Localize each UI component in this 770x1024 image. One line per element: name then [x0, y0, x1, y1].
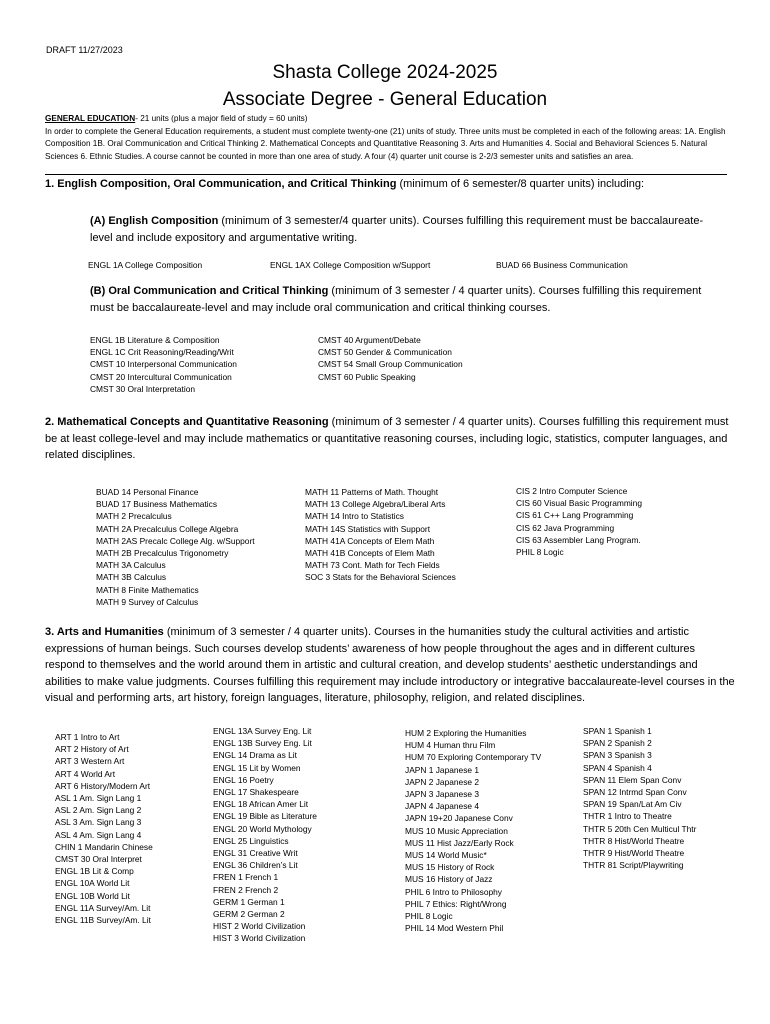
section-1-text: (minimum of 6 semester/8 quarter units) including: [396, 178, 645, 190]
course-item: ART 6 History/Modern Art [55, 780, 151, 791]
course-item: ASL 4 Am. Sign Lang 4 [55, 829, 142, 840]
section-1b-title: (B) Oral Communication and Critical Thinking [90, 285, 329, 297]
section-2-title: 2. Mathematical Concepts and Quantitative Reasoning [45, 416, 329, 428]
course-item: CMST 50 Gender & Communication [318, 347, 452, 358]
course-item: HUM 2 Exploring the Humanities [405, 728, 527, 738]
course-item: CMST 54 Small Group Communication [318, 359, 463, 370]
course-item: CIS 2 Intro Computer Science [516, 486, 628, 496]
section-1-heading [45, 176, 735, 193]
course-item: BUAD 14 Personal Finance [96, 487, 199, 497]
course-item: BUAD 17 Business Mathematics [96, 499, 218, 510]
course-item: ENGL 13A Survey Eng. Lit [213, 726, 312, 736]
course-item: ENGL 11A Survey/Am. Lit [55, 902, 151, 913]
course-item: ENGL 1AX College Composition w/Support [270, 260, 431, 270]
page-title: Shasta College 2024-2025 [272, 62, 498, 83]
course-item: HUM 4 Human thru Film [405, 740, 496, 751]
section-1b-column-1 [90, 334, 237, 395]
course-item: CMST 10 Interpersonal Communication [90, 359, 237, 370]
course-item: CHIN 1 Mandarin Chinese [55, 841, 153, 852]
course-item: THTR 8 Hist/World Theatre [583, 835, 685, 846]
course-item: CMST 30 Oral Interpretation [90, 383, 196, 394]
course-item: MUS 15 History of Rock [405, 862, 495, 873]
course-item: THTR 9 Hist/World Theatre [583, 848, 685, 859]
course-item: PHIL 6 Intro to Philosophy [405, 886, 502, 897]
course-item: GERM 2 German 2 [213, 909, 285, 920]
course-item: ENGL 31 Creative Writ [213, 848, 298, 859]
course-item: SPAN 2 Spanish 2 [583, 738, 652, 749]
course-item: CIS 63 Assembler Lang Program. [516, 534, 641, 545]
ge-units-text: - 21 units (plus a major field of study = 60 units) [135, 114, 308, 123]
section-2-text: (minimum of 3 semester / 4 quarter units). Courses fulfilling this requirement must be at least college-level and may include mathematics or quantitative reasoning courses, including logic, statistics, computer languages, and related disciplines. [45, 416, 729, 461]
course-item: THTR 81 Script/Playwriting [583, 860, 684, 871]
course-item: JAPN 2 Japanese 2 [405, 776, 480, 787]
section-2-heading [45, 414, 735, 464]
course-item: ASL 3 Am. Sign Lang 3 [55, 817, 142, 828]
course-item: MATH 2A Precalculus College Algebra [96, 523, 239, 534]
course-item: CIS 62 Java Programming [516, 522, 615, 533]
course-item: MATH 11 Patterns of Math. Thought [305, 487, 439, 497]
course-item: MATH 2 Precalculus [96, 511, 172, 522]
course-item: MUS 14 World Music* [405, 850, 487, 861]
course-item: FREN 1 French 1 [213, 872, 279, 883]
course-item: JAPN 4 Japanese 4 [405, 801, 480, 812]
section-1a-title: (A) English Composition [90, 215, 219, 227]
course-item: FREN 2 French 2 [213, 884, 279, 895]
section-2-column-3 [516, 485, 642, 558]
course-item: CMST 30 Oral Interpret [55, 854, 142, 865]
course-item: ENGL 14 Drama as Lit [213, 750, 297, 761]
course-item: MATH 9 Survey of Calculus [96, 596, 199, 607]
page-subtitle: Associate Degree - General Education [222, 89, 548, 110]
course-item: ART 1 Intro to Art [55, 732, 120, 742]
course-item: PHIL 8 Logic [516, 547, 564, 558]
course-item: CMST 40 Argument/Debate [318, 335, 421, 345]
divider-rule [45, 174, 727, 175]
course-item: ENGL 16 Poetry [213, 774, 274, 785]
course-item: ENGL 36 Children’s Lit [213, 860, 298, 871]
course-item: MATH 3B Calculus [96, 572, 167, 583]
course-item: MATH 41B Concepts of Elem Math [305, 548, 435, 559]
course-item: MATH 2AS Precalc College Alg. w/Support [96, 535, 255, 546]
course-item: ASL 2 Am. Sign Lang 2 [55, 805, 142, 816]
section-3-column-4 [583, 725, 696, 871]
course-item: JAPN 3 Japanese 3 [405, 789, 480, 800]
course-item: MUS 10 Music Appreciation [405, 825, 508, 836]
course-item: PHIL 7 Ethics: Right/Wrong [405, 898, 507, 909]
section-1b-text: (minimum of 3 semester / 4 quarter units). Courses fulfilling this requirement must be baccalaureate-level and may include oral communication and critical thinking courses. [90, 285, 702, 314]
section-2-column-2 [305, 486, 456, 584]
section-2-column-1 [96, 486, 255, 608]
course-item: ART 4 World Art [55, 768, 116, 779]
section-1a-column-3 [496, 259, 628, 271]
course-item: SPAN 1 Spanish 1 [583, 726, 652, 736]
section-3-text: (minimum of 3 semester / 4 quarter units). Courses in the humanities study the cultural activities and artistic expressions of human beings. Such courses develop students’ awareness of how people throughout the ages and in different cultures respond to themselves and the world around them in artistic and cultural creation, and develop students’ aesthetic understandings and abilities to make value judgments. Courses fulfilling this requirement may include introductory or integrative baccalaureate-level courses in the visual and performing arts, art history, foreign languages, literature, philosophy, religion, and related disciplines. [45, 626, 735, 704]
course-item: CMST 20 Intercultural Communication [90, 371, 232, 382]
course-item: ENGL 19 Bible as Literature [213, 811, 317, 822]
course-item: ENGL 10A World Lit [55, 878, 130, 889]
course-item: ENGL 1C Crit Reasoning/Reading/Writ [90, 347, 234, 358]
course-item: CIS 61 C++ Lang Programming [516, 510, 634, 521]
course-item: ENGL 11B Survey/Am. Lit [55, 915, 151, 926]
course-item: ENGL 20 World Mythology [213, 823, 312, 834]
section-3-title: 3. Arts and Humanities [45, 626, 164, 638]
section-3-column-3 [405, 727, 541, 934]
course-item: ASL 1 Am. Sign Lang 1 [55, 793, 142, 804]
course-item: MATH 3A Calculus [96, 560, 166, 571]
course-item: BUAD 66 Business Communication [496, 260, 628, 270]
course-item: GERM 1 German 1 [213, 896, 285, 907]
course-item: HIST 2 World Civilization [213, 921, 306, 932]
section-1b-column-2 [318, 334, 463, 383]
course-item: JAPN 19+20 Japanese Conv [405, 813, 513, 824]
section-3-column-1 [55, 731, 153, 926]
course-item: ART 3 Western Art [55, 756, 125, 767]
course-item: MATH 13 College Algebra/Liberal Arts [305, 499, 446, 510]
course-item: MUS 11 Hist Jazz/Early Rock [405, 837, 514, 848]
course-item: HUM 70 Exploring Contemporary TV [405, 752, 542, 763]
course-item: ENGL 18 African Amer Lit [213, 799, 309, 810]
course-item: ENGL 1B Literature & Composition [90, 335, 220, 345]
course-item: MATH 8 Finite Mathematics [96, 584, 199, 595]
course-item: JAPN 1 Japanese 1 [405, 764, 480, 775]
course-item: ENGL 10B World Lit [55, 890, 130, 901]
ge-description: In order to complete the General Education requirements, a student must complete twenty-one (21) units of study. Three units must be completed in each of the following areas: 1A. English Composition 1B. Oral Communication and Critical Thinking 2. Mathematical Concepts and Quantitative Reasoning 3. Arts and Humanities 4. Social and Behavioral Sciences 5. Natural Sciences 6. Ethnic Studies. A course cannot be counted in more than one area of study. A four (4) quarter unit course is 2-2/3 semester units and satisfies an area. [45, 126, 726, 161]
section-1a-column-2 [270, 259, 430, 271]
course-item: SPAN 4 Spanish 4 [583, 762, 652, 773]
course-item: MATH 73 Cont. Math for Tech Fields [305, 560, 440, 571]
section-1a-heading [90, 213, 710, 246]
course-item: PHIL 14 Mod Western Phil [405, 923, 504, 934]
course-item: MATH 14 Intro to Statistics [305, 511, 404, 522]
section-1b-heading [90, 283, 710, 316]
course-item: ENGL 17 Shakespeare [213, 787, 299, 798]
course-item: ENGL 13B Survey Eng. Lit [213, 738, 312, 749]
course-item: ENGL 1B Lit & Comp [55, 866, 134, 877]
section-3-column-2 [213, 725, 317, 945]
ge-label: GENERAL EDUCATION [45, 114, 136, 123]
course-item: HIST 3 World Civilization [213, 933, 306, 944]
course-item: SPAN 3 Spanish 3 [583, 750, 652, 761]
course-item: ENGL 15 Lit by Women [213, 762, 301, 773]
course-item: THTR 1 Intro to Theatre [583, 811, 672, 822]
section-1a-column-1 [88, 259, 202, 271]
section-1-title: 1. English Composition, Oral Communication, and Critical Thinking [45, 178, 397, 190]
general-education-intro [45, 113, 735, 163]
course-item: ENGL 1A College Composition [88, 260, 203, 270]
course-item: SPAN 12 Intrmd Span Conv [583, 787, 687, 798]
course-item: ART 2 History of Art [55, 744, 129, 755]
course-item: MATH 41A Concepts of Elem Math [305, 535, 435, 546]
draft-label: DRAFT 11/27/2023 [46, 45, 123, 55]
section-3-heading [45, 624, 735, 707]
course-item: SPAN 19 Span/Lat Am Civ [583, 799, 682, 810]
course-item: CIS 60 Visual Basic Programming [516, 498, 642, 509]
course-item: SOC 3 Stats for the Behavioral Sciences [305, 572, 456, 583]
course-item: ENGL 25 Linguistics [213, 835, 289, 846]
course-item: PHIL 8 Logic [405, 911, 453, 922]
course-item: CMST 60 Public Speaking [318, 371, 416, 382]
course-item: THTR 5 20th Cen Multicul Thtr [583, 823, 697, 834]
section-1a-text: (minimum of 3 semester/4 quarter units). Courses fulfilling this requirement must be baccalaureate-level and include expository and argumentative writing. [90, 215, 704, 244]
course-item: MUS 16 History of Jazz [405, 874, 493, 885]
course-item: MATH 14S Statistics with Support [305, 523, 431, 534]
course-item: MATH 2B Precalculus Trigonometry [96, 548, 229, 559]
course-item: SPAN 11 Elem Span Conv [583, 774, 682, 785]
